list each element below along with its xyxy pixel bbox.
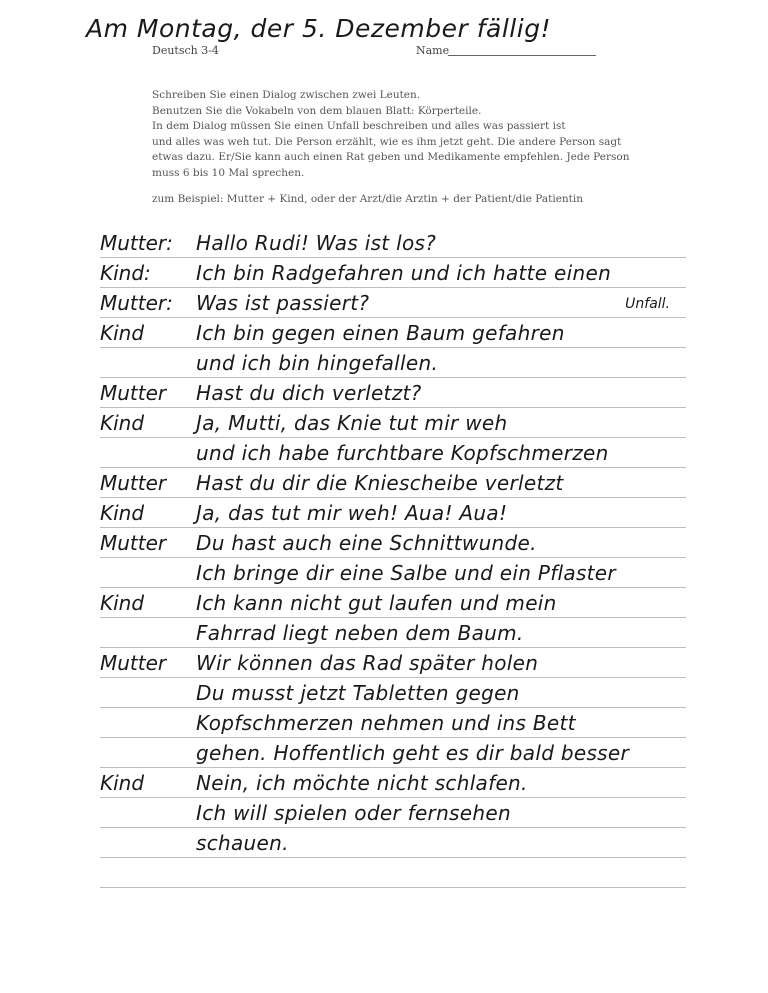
speech-text: Ich will spielen oder fernsehen xyxy=(196,801,511,825)
speech-text: Kopfschmerzen nehmen und ins Bett xyxy=(196,711,576,735)
instruction-line: und alles was weh tut. Die Person erzählt, wie es ihm jetzt geht. Die andere Person sagt xyxy=(152,135,622,148)
speech-text: Nein, ich möchte nicht schlafen. xyxy=(196,771,528,795)
speech-text: Hast du dich verletzt? xyxy=(196,381,422,405)
speaker-label: Kind: xyxy=(100,261,151,285)
name-label: Name xyxy=(416,44,450,57)
dialog-line xyxy=(100,288,700,318)
speech-text: Hallo Rudi! Was ist los? xyxy=(196,231,437,255)
speaker-label: Kind xyxy=(100,591,145,615)
dialog-line xyxy=(100,228,700,258)
ruled-line xyxy=(100,887,686,888)
dialog-line xyxy=(100,678,700,708)
dialog-line xyxy=(100,558,700,588)
ruled-line xyxy=(100,857,686,858)
speaker-label: Mutter xyxy=(100,651,167,675)
due-date-note: Am Montag, der 5. Dezember fällig! xyxy=(86,14,552,43)
dialog-line xyxy=(100,438,700,468)
speech-text: Wir können das Rad später holen xyxy=(196,651,539,675)
course-label: Deutsch 3-4 xyxy=(152,44,219,57)
speech-text: gehen. Hoffentlich geht es dir bald besser xyxy=(196,741,630,765)
instruction-line: muss 6 bis 10 Mal sprechen. xyxy=(152,166,305,179)
dialog-line xyxy=(100,318,700,348)
speech-text: und ich habe furchtbare Kopfschmerzen xyxy=(196,441,609,465)
example-line: zum Beispiel: Mutter + Kind, oder der Arzt/die Arztin + der Patient/die Patientin xyxy=(152,193,584,205)
speech-text: Ich bin Radgefahren und ich hatte einen xyxy=(196,261,612,285)
dialog-line xyxy=(100,588,700,618)
speech-text: Du hast auch eine Schnittwunde. xyxy=(196,531,537,555)
speaker-label: Mutter: xyxy=(100,231,173,255)
speech-text: Ich bin gegen einen Baum gefahren xyxy=(196,321,565,345)
speaker-label: Mutter xyxy=(100,471,167,495)
speaker-label: Kind xyxy=(100,771,145,795)
speech-text: Fahrrad liegt neben dem Baum. xyxy=(196,621,524,645)
instruction-line: In dem Dialog müssen Sie einen Unfall beschreiben und alles was passiert ist xyxy=(152,120,566,132)
dialog-line xyxy=(100,348,700,378)
speech-text: Hast du dir die Kniescheibe verletzt xyxy=(196,471,564,495)
dialog-line xyxy=(100,708,700,738)
speech-text: Ich kann nicht gut laufen und mein xyxy=(196,591,557,615)
speaker-label: Kind xyxy=(100,411,145,435)
speech-text: Ja, das tut mir weh! Aua! Aua! xyxy=(196,501,508,525)
dialog-line xyxy=(100,378,700,408)
speaker-label: Kind xyxy=(100,321,145,345)
instruction-line: Schreiben Sie einen Dialog zwischen zwei Leuten. xyxy=(152,89,421,101)
dialog-line xyxy=(100,408,700,438)
speech-note: Unfall. xyxy=(625,296,670,312)
dialog-line xyxy=(100,768,700,798)
dialog-line xyxy=(100,498,700,528)
dialog-line xyxy=(100,648,700,678)
speech-text: Ich bringe dir eine Salbe und ein Pflaster xyxy=(196,561,616,585)
speaker-label: Mutter xyxy=(100,381,167,405)
speech-text: Ja, Mutti, das Knie tut mir weh xyxy=(196,411,508,435)
instruction-line: etwas dazu. Er/Sie kann auch einen Rat geben und Medikamente empfehlen. Jede Person xyxy=(152,151,630,163)
dialog-line xyxy=(100,618,700,648)
speech-text: Was ist passiert? xyxy=(196,291,370,315)
speech-text: Du musst jetzt Tabletten gegen xyxy=(196,681,520,705)
instruction-line: Benutzen Sie die Vokabeln von dem blauen Blatt: Körperteile. xyxy=(152,104,482,117)
dialog-line xyxy=(100,828,700,858)
dialog-line xyxy=(100,798,700,828)
dialog-line xyxy=(100,738,700,768)
speaker-label: Kind xyxy=(100,501,145,525)
dialog-line xyxy=(100,258,700,288)
dialog-line xyxy=(100,528,700,558)
dialog-line xyxy=(100,468,700,498)
speech-text: schauen. xyxy=(196,831,289,855)
speaker-label: Mutter xyxy=(100,531,167,555)
speaker-label: Mutter: xyxy=(100,291,173,315)
speech-text: und ich bin hingefallen. xyxy=(196,351,439,375)
